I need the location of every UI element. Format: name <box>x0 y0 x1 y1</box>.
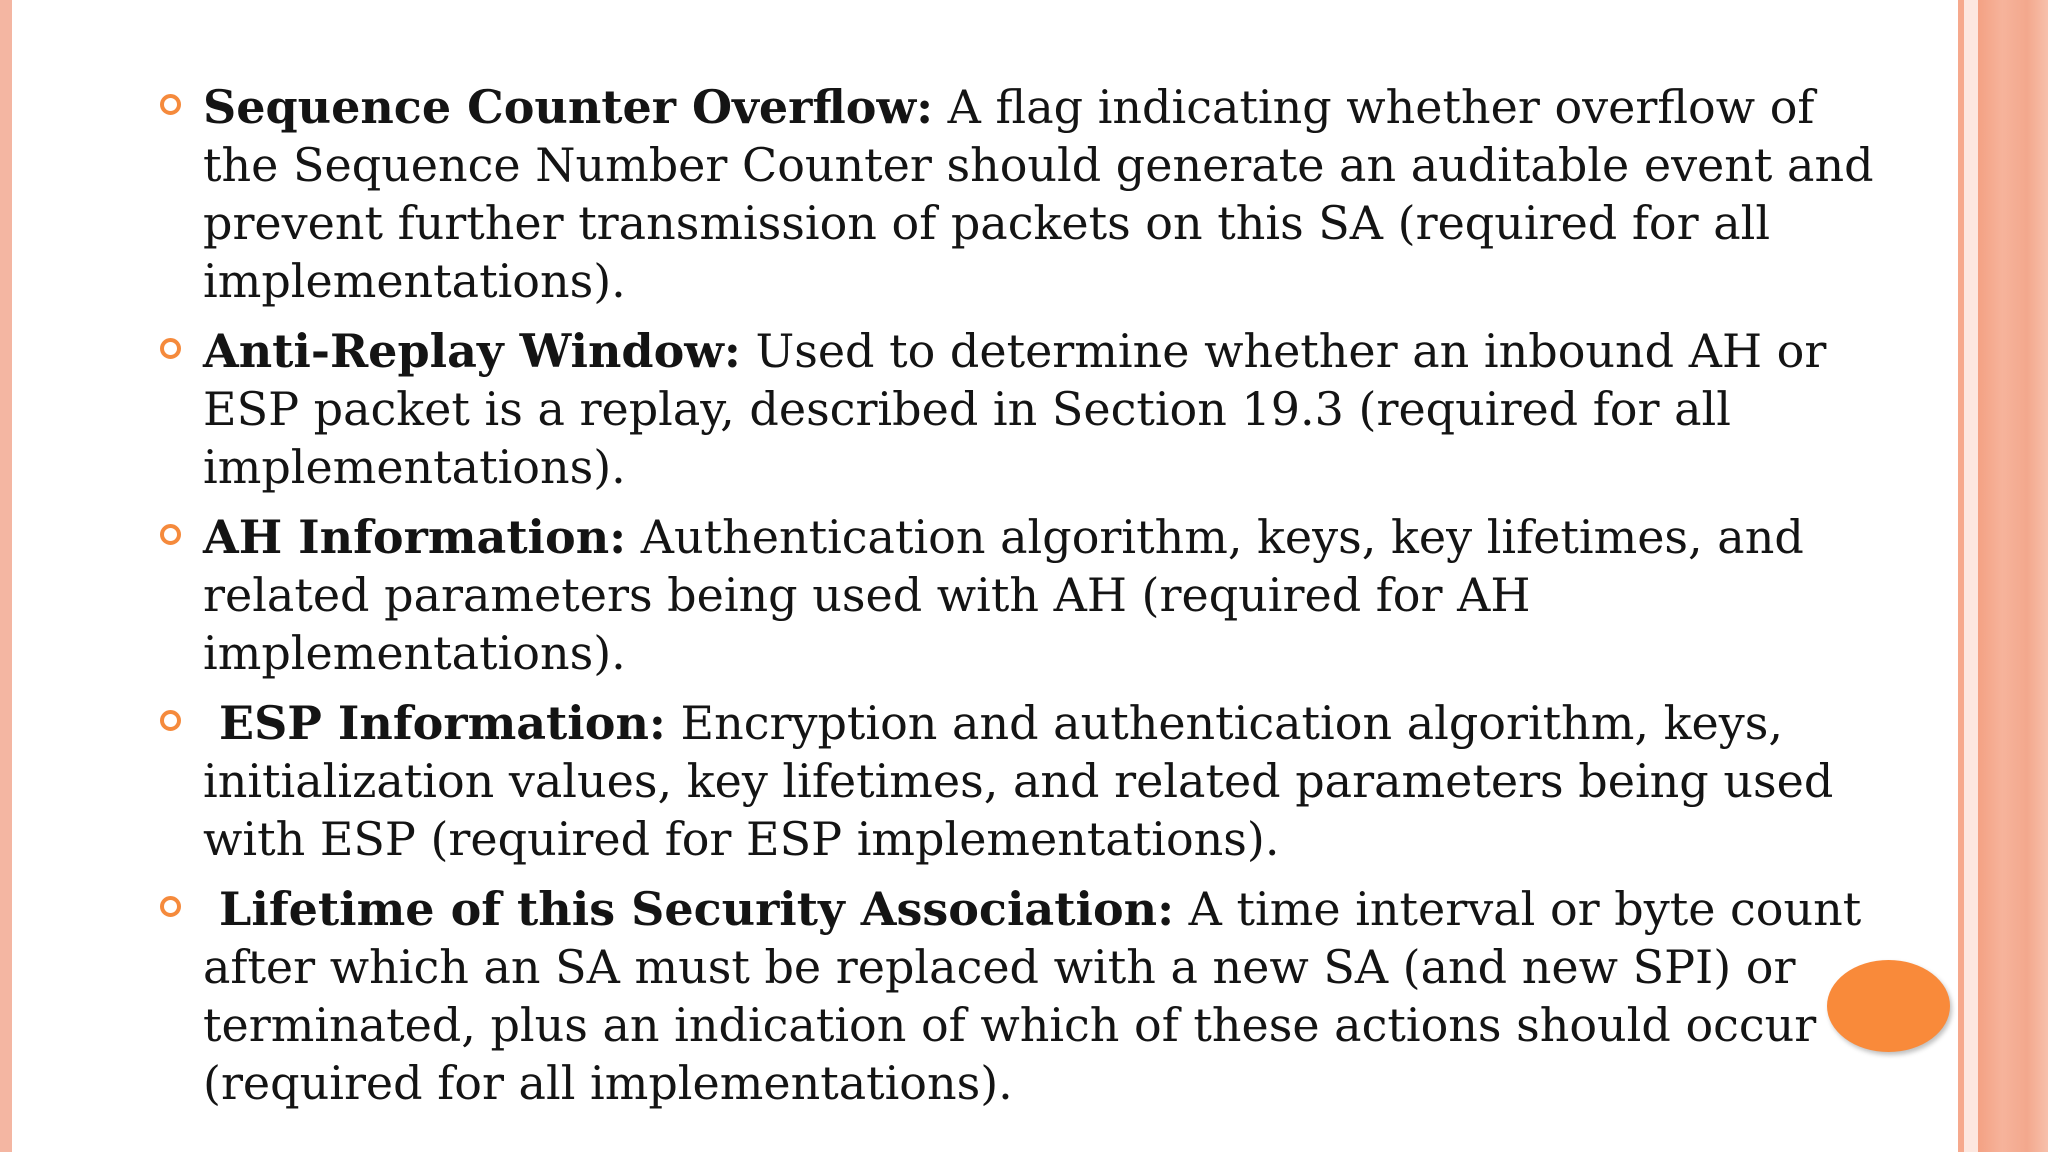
bullet-text: Authentication algorithm, keys, key lifetimes, and related parameters being used with AH (required for AH implementations). <box>203 510 1804 680</box>
slide-content <box>160 78 1900 1124</box>
bullet-term: Sequence Counter Overflow: <box>203 80 934 134</box>
bullet-ah-information <box>160 508 1900 682</box>
ring-bullet-icon <box>160 710 181 731</box>
ring-bullet-icon <box>160 338 181 359</box>
bullet-term: Anti-Replay Window: <box>203 324 741 378</box>
orange-circle-button[interactable] <box>1827 960 1950 1052</box>
bullet-term: ESP Information: <box>203 696 666 750</box>
left-border <box>0 0 12 1152</box>
ring-bullet-icon <box>160 524 181 545</box>
bullet-term: AH Information: <box>203 510 627 564</box>
bullet-text: Used to determine whether an inbound AH or ESP packet is a replay, described in Section 19.3 (required for all implementations). <box>203 324 1827 494</box>
bullet-text: A time interval or byte count after which an SA must be replaced with a new SA (and new SPI) or terminated, plus an indication of which of these actions should occur (required for all implementations). <box>203 882 1862 1110</box>
bullet-term: Lifetime of this Security Association: <box>203 882 1175 936</box>
right-border-band <box>1978 0 2048 1152</box>
bullet-esp-information <box>160 694 1900 868</box>
bullet-text: A flag indicating whether overflow of the Sequence Number Counter should generate an auditable event and prevent further transmission of packets on this SA (required for all implementations). <box>203 80 1874 308</box>
bullet-text: Encryption and authentication algorithm, keys, initialization values, key lifetimes, and related parameters being used with ESP (required for ESP implementations). <box>203 696 1834 866</box>
ring-bullet-icon <box>160 896 181 917</box>
right-border-gap <box>1964 0 1978 1152</box>
bullet-sa-lifetime <box>160 880 1900 1112</box>
bullet-anti-replay-window <box>160 322 1900 496</box>
bullet-sequence-counter-overflow <box>160 78 1900 310</box>
ring-bullet-icon <box>160 94 181 115</box>
